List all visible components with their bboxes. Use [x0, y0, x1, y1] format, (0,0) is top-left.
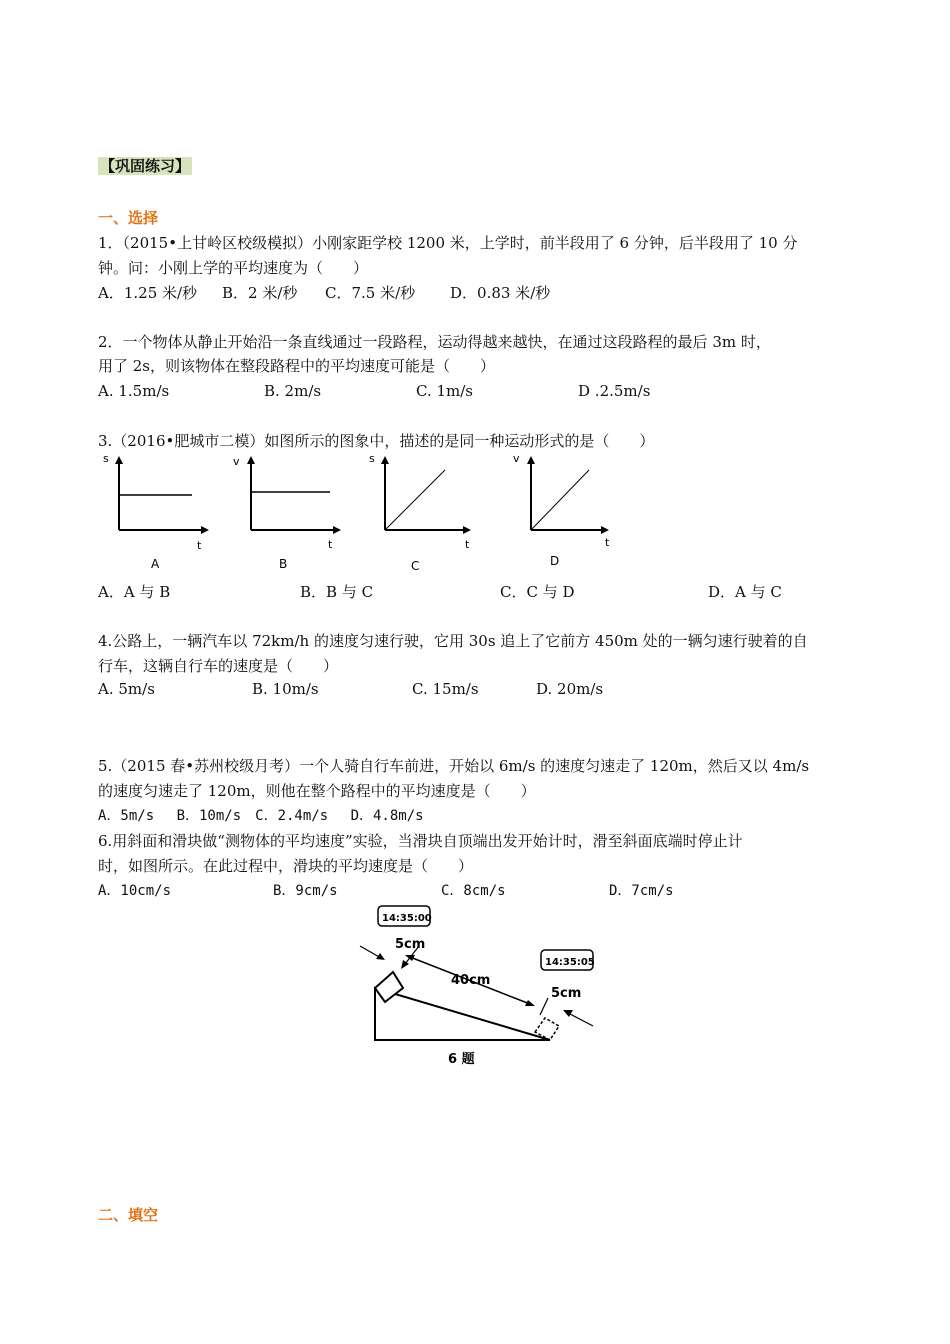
q1-line1: 1．（2015•上甘岭区校级模拟）小刚家距学校 1200 米，上学时，前半段用了 6 分钟，后半段用了 10 分: [98, 234, 798, 252]
graph-c-x-axis-label: t: [465, 538, 470, 551]
q5-line2: 的速度匀速走了 120m，则他在整个路程中的平均速度是（ ）: [98, 782, 536, 800]
q6-line2: 时，如图所示。在此过程中，滑块的平均速度是（ ）: [98, 857, 474, 875]
q5-options: A．5m/s B．10m/s C．2.4m/s D．4.8m/s: [98, 808, 424, 824]
section-tag-label: 【巩固练习】: [100, 157, 191, 175]
graph-a: [103, 452, 209, 571]
q1-option-a: A．1.25 米/秒: [98, 284, 198, 302]
graph-c-y-axis-label: s: [369, 452, 375, 465]
q6-line1: 6.用斜面和滑块做“测物体的平均速度”实验，当滑块自顶端出发开始计时，滑至斜面底端时停止计: [98, 832, 743, 850]
q2-option-d: D .2.5m/s: [578, 382, 651, 400]
q4-option-b: B. 10m/s: [252, 680, 319, 698]
section2-heading: 二、填空: [98, 1206, 159, 1224]
q6-option-a: A．10cm/s: [98, 883, 172, 899]
q6-incline-figure: [345, 900, 610, 1072]
graph-d-x-axis-label: t: [605, 536, 610, 549]
graph-a-x-axis-label: t: [197, 539, 202, 552]
end-clock-time: 14:35:05: [545, 957, 595, 968]
q2-line1: 2．一个物体从静止开始沿一条直线通过一段路程，运动得越来越快，在通过这段路程的最后 3m 时，: [98, 333, 771, 351]
top-block-length: 5cm: [395, 937, 426, 952]
bottom-block-length: 5cm: [551, 986, 582, 1001]
q3-option-d: D．A 与 C: [708, 583, 782, 601]
q1-option-c: C．7.5 米/秒: [325, 284, 416, 302]
q4-option-a: A. 5m/s: [98, 680, 155, 698]
q1-option-b: B．2 米/秒: [222, 284, 298, 302]
q3-option-b: B．B 与 C: [300, 583, 374, 601]
graph-b: [233, 455, 341, 571]
graph-d-y-axis-label: v: [513, 452, 520, 465]
q2-option-c: C. 1m/s: [416, 382, 473, 400]
travel-distance-label: 40cm: [451, 973, 491, 988]
q1-line2: 钟。问：小刚上学的平均速度为（ ）: [98, 259, 369, 277]
q3-motion-graphs: [95, 450, 635, 580]
graph-b-caption: B: [279, 557, 288, 571]
q6-option-c: C．8cm/s: [441, 883, 506, 899]
q2-option-b: B. 2m/s: [264, 382, 322, 400]
graph-a-caption: A: [151, 557, 160, 571]
incline-ramp: [375, 988, 550, 1040]
section-tag: [98, 155, 192, 177]
graph-c: [369, 452, 471, 573]
graph-c-caption: C: [411, 559, 420, 573]
start-clock-time: 14:35:00: [382, 913, 432, 924]
q2-option-a: A. 1.5m/s: [98, 382, 170, 400]
graph-b-y-axis-label: v: [233, 455, 240, 468]
graph-a-y-axis-label: s: [103, 452, 109, 465]
q1-option-d: D．0.83 米/秒: [450, 284, 551, 302]
graph-d-caption: D: [550, 554, 560, 568]
q6-option-b: B．9cm/s: [273, 883, 338, 899]
q3-option-c: C．C 与 D: [500, 583, 575, 601]
q4-line2: 行车，这辆自行车的速度是（ ）: [98, 657, 339, 675]
q4-line1: 4.公路上，一辆汽车以 72km/h 的速度匀速行驶，它用 30s 追上了它前方 450m 处的一辆匀速行驶着的自: [98, 632, 808, 650]
graph-b-x-axis-label: t: [328, 538, 333, 551]
q5-line1: 5.（2015 春•苏州校级月考）一个人骑自行车前进，开始以 6m/s 的速度匀速走了 120m，然后又以 4m/s: [98, 757, 810, 775]
section1-heading: 一、选择: [98, 209, 159, 227]
graph-d-line: [531, 470, 589, 530]
q3-line1: 3.（2016•肥城市二模）如图所示的图象中，描述的是同一种运动形式的是（ ）: [98, 432, 655, 450]
slider-block-top: [375, 972, 403, 1002]
q3-option-a: A．A 与 B: [98, 583, 171, 601]
figure-caption: 6 题: [448, 1052, 475, 1067]
graph-c-line: [385, 470, 445, 530]
q2-line2: 用了 2s，则该物体在整段路程中的平均速度可能是（ ）: [98, 357, 496, 375]
q4-option-d: D. 20m/s: [536, 680, 604, 698]
graph-d: [513, 452, 610, 568]
q6-option-d: D．7cm/s: [609, 883, 674, 899]
q4-option-c: C. 15m/s: [412, 680, 479, 698]
